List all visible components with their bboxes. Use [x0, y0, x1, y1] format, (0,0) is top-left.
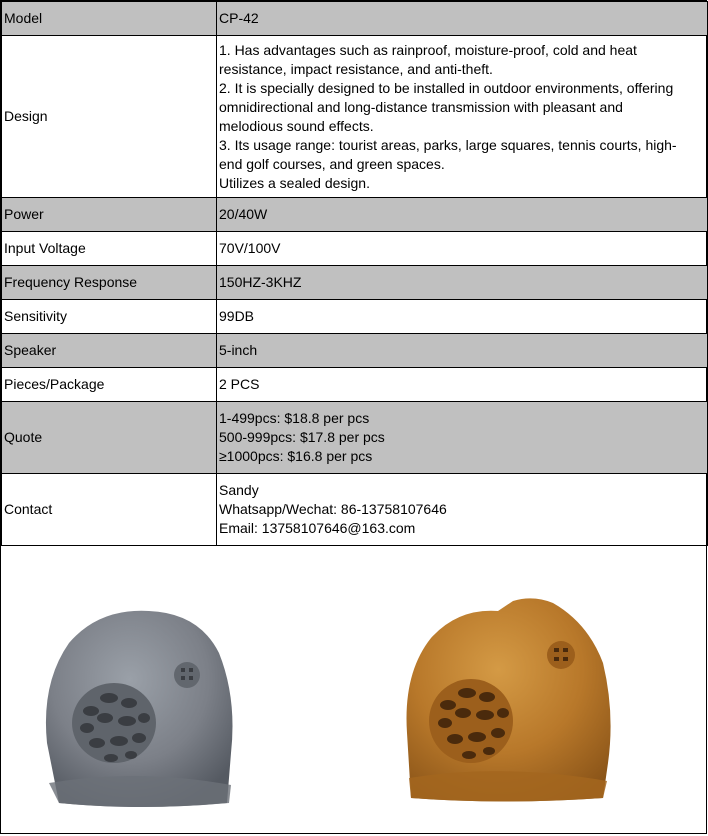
spec-label: Power [2, 198, 217, 232]
spec-value [217, 402, 708, 474]
value-line: 150HZ-3KHZ [219, 274, 302, 290]
spec-value [217, 36, 708, 198]
value-line: 70V/100V [219, 240, 281, 256]
spec-row-pieces [2, 368, 708, 402]
value-line: 2 PCS [219, 376, 260, 392]
spec-value [217, 300, 708, 334]
spec-label: Design [2, 36, 217, 198]
value-line: 5-inch [219, 342, 258, 358]
value-line: 99DB [219, 308, 255, 324]
value-line: Whatsapp/Wechat: 86-13758107646 [219, 501, 447, 517]
spec-label: Sensitivity [2, 300, 217, 334]
value-line: Sandy [219, 482, 259, 498]
spec-row-frequency [2, 266, 708, 300]
tan-rock-speaker-image [403, 593, 618, 808]
value-line: 500-999pcs: $17.8 per pcs [219, 429, 385, 445]
spec-row-speaker [2, 334, 708, 368]
spec-value [217, 266, 708, 300]
spec-row-power [2, 198, 708, 232]
value-line: 3. Its usage range: tourist areas, parks, large squares, tennis courts, high- [219, 136, 677, 153]
value-line: 1. Has advantages such as rainproof, moisture-proof, cold and heat [219, 41, 637, 58]
spec-value [217, 334, 708, 368]
value-line: end golf courses, and green spaces. [219, 155, 445, 172]
value-line: 1-499pcs: $18.8 per pcs [219, 410, 370, 426]
spec-row-design [2, 36, 708, 198]
spec-row-contact [2, 474, 708, 546]
value-line: CP-42 [219, 10, 259, 26]
spec-label: Frequency Response [2, 266, 217, 300]
spec-value [217, 198, 708, 232]
value-line: 2. It is specially designed to be installed in outdoor environments, offering [219, 79, 674, 96]
spec-row-model [2, 2, 708, 36]
spec-value [217, 232, 708, 266]
value-line: Email: 13758107646@163.com [219, 520, 416, 536]
spec-value [217, 368, 708, 402]
spec-row-quote [2, 402, 708, 474]
spec-value [217, 2, 708, 36]
spec-label: Speaker [2, 334, 217, 368]
spec-row-sensitivity [2, 300, 708, 334]
value-line: omnidirectional and long-distance transmission with pleasant and [219, 98, 623, 115]
spec-table [1, 1, 708, 546]
spec-value [217, 474, 708, 546]
value-line: Utilizes a sealed design. [219, 174, 370, 191]
value-line: melodious sound effects. [219, 117, 374, 134]
spec-label: Model [2, 2, 217, 36]
product-photos [1, 548, 708, 836]
value-line: 20/40W [219, 206, 268, 222]
spec-label: Input Voltage [2, 232, 217, 266]
spec-label: Pieces/Package [2, 368, 217, 402]
spec-row-input-voltage [2, 232, 708, 266]
value-line: ≥1000pcs: $16.8 per pcs [219, 448, 373, 464]
spec-label: Quote [2, 402, 217, 474]
spec-label: Contact [2, 474, 217, 546]
value-line: resistance, impact resistance, and anti-theft. [219, 60, 493, 77]
gray-rock-speaker-image [39, 603, 239, 813]
